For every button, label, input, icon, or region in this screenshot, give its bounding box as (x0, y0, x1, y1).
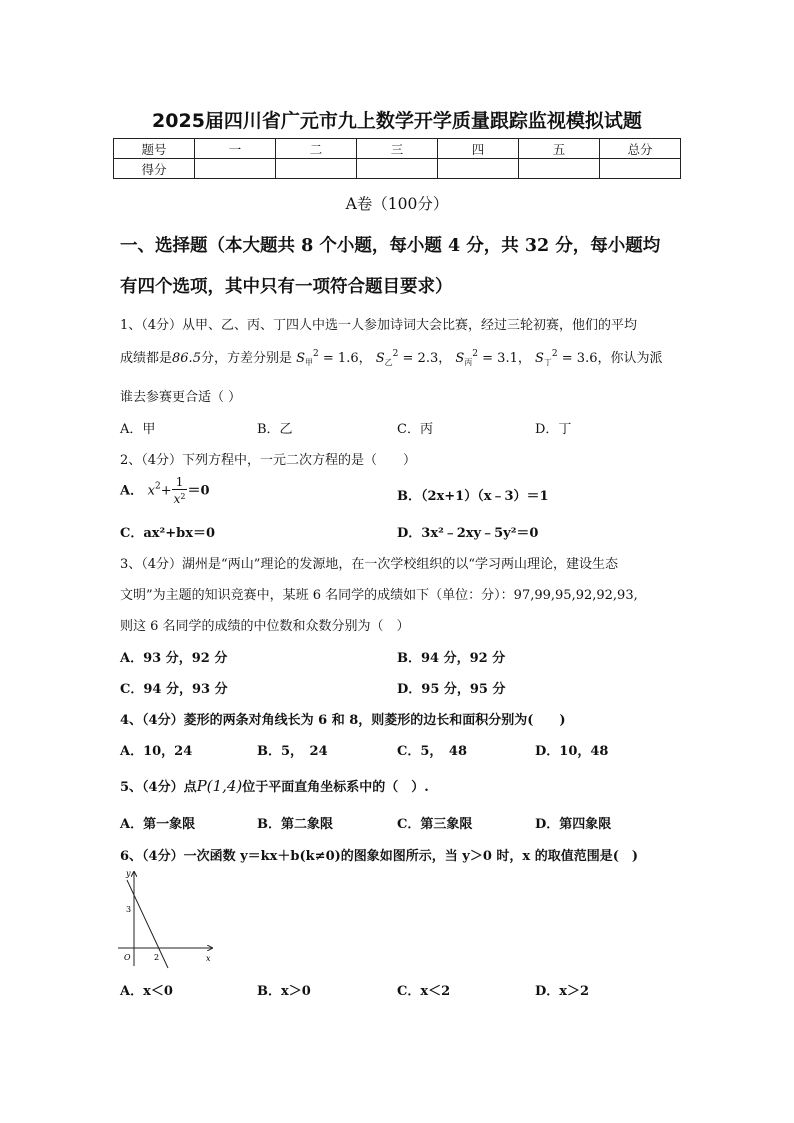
q3-line3: 则这 6 名同学的成绩的中位数和众数分别为（ ） (120, 619, 410, 634)
q1-option-c[interactable]: C．丙 (397, 422, 433, 437)
q1-option-a[interactable]: A．甲 (120, 422, 156, 437)
header-cell: 四 (438, 139, 519, 159)
q1-s-bing-val: = 3.1 (482, 351, 518, 366)
q1-line1: 1、（4分）从甲、乙、丙、丁四人中选一人参加诗词大会比赛，经过三轮初赛，他们的平均 (120, 318, 638, 333)
score-cell[interactable] (357, 159, 438, 179)
part1-heading-line1: 一、选择题（本大题共 8 个小题，每小题 4 分，共 32 分，每小题均 (120, 236, 661, 256)
q2-option-a[interactable]: A． $x^2+$ $\frac{1}{x^2}$ ＝0 (120, 475, 210, 506)
score-cell[interactable] (276, 159, 357, 179)
score-table-header-row (114, 139, 681, 159)
x-axis-label: x (206, 954, 211, 963)
q2-stem: 2、（4分）下列方程中，一元二次方程的是（ ） (120, 453, 417, 468)
header-cell: 题号 (114, 139, 195, 159)
q3-line2: 文明”为主题的知识竞赛中，某班 6 名同学的成绩如下（单位：分）：97,99,95,92,92,93, (120, 588, 638, 603)
q1-s-bing-sub: 丙 (464, 358, 473, 367)
header-cell: 三 (357, 139, 438, 159)
q4-option-b[interactable]: B．5， 24 (257, 744, 328, 759)
q3-option-a[interactable]: A．93 分，92 分 (120, 651, 228, 666)
score-table-score-row (114, 159, 681, 179)
part1-heading-line2: 有四个选项，其中只有一项符合题目要求） (120, 277, 453, 297)
q1-s-ding-val: = 3.6 (561, 351, 598, 366)
q1-line3: 谁去参赛更合适（ ） (120, 390, 242, 405)
q6-option-a[interactable]: A．x＜0 (120, 984, 173, 999)
q1-line2: 成绩都是86.5分，方差分别是 $S_甲^2 = 1.6$， $S_乙^2 = 2.3$， $S_丙^2 = 3.1$， $S_丁^2 = 3.6$，你认为派 (120, 349, 663, 367)
section-a-heading: A卷（100分） (345, 195, 449, 213)
score-cell[interactable] (438, 159, 519, 179)
q1-s-ding-sub: 丁 (543, 358, 552, 367)
q6-option-b[interactable]: B．x＞0 (257, 984, 311, 999)
q5-option-a[interactable]: A．第一象限 (120, 817, 196, 832)
y-intercept-label: 3 (126, 905, 132, 914)
q1-s-jia-val: = 1.6 (322, 351, 359, 366)
q1-mean: 86.5 (172, 351, 201, 366)
q6-option-d[interactable]: D．x＞2 (535, 984, 590, 999)
score-row-label: 得分 (114, 159, 195, 179)
q5-stem (120, 776, 429, 795)
q1-s-yi-val: = 2.3 (402, 351, 439, 366)
header-cell: 二 (276, 139, 357, 159)
q1-option-b[interactable]: B．乙 (257, 422, 293, 437)
q6-stem: 6、（4分）一次函数 y＝kx＋b(k≠0)的图象如图所示，当 y＞0 时，x 的取值范围是( ) (120, 849, 638, 864)
q2-option-c[interactable]: C．ax²+bx＝0 (120, 526, 215, 541)
x-intercept-label: 2 (154, 953, 160, 962)
q5-option-d[interactable]: D．第四象限 (535, 817, 612, 832)
q2-option-a-tail: ＝0 (187, 483, 210, 499)
score-cell[interactable] (195, 159, 276, 179)
q1-option-d[interactable]: D．丁 (535, 422, 572, 437)
q5-stem-a: 5、（4分）点 (120, 780, 197, 795)
q3-option-b[interactable]: B．94 分，92 分 (397, 651, 506, 666)
q1-text-c: 分，方差分别是 (200, 351, 292, 366)
q5-point: P(1,4) (196, 777, 243, 795)
function-line (127, 880, 168, 968)
q3-option-d[interactable]: D．95 分，95 分 (397, 682, 506, 697)
q1-text-d: ，你认为派 (597, 351, 663, 366)
q2-option-a-label: A． (120, 483, 144, 499)
q6-function-graph (114, 866, 218, 970)
page-title: 2025届四川省广元市九上数学开学质量跟踪监视模拟试题 (152, 110, 642, 132)
q4-option-c[interactable]: C．5， 48 (397, 744, 467, 759)
y-axis-label: y (126, 869, 131, 878)
q2-option-b[interactable]: B．（2x+1）（x﹣3）＝1 (397, 489, 549, 504)
q4-option-d[interactable]: D．10，48 (535, 744, 609, 759)
header-cell: 五 (519, 139, 600, 159)
q3-option-c[interactable]: C．94 分，93 分 (120, 682, 228, 697)
q5-stem-b: 位于平面直角坐标系中的（ ）. (242, 780, 429, 795)
score-cell[interactable] (600, 159, 681, 179)
score-cell[interactable] (519, 159, 600, 179)
q1-text-a: 成绩都是 (120, 351, 173, 366)
header-cell: 总分 (600, 139, 681, 159)
q1-s-jia-sub: 甲 (305, 358, 314, 367)
q1-s-yi-sub: 乙 (384, 358, 393, 367)
q5-option-b[interactable]: B．第二象限 (257, 817, 333, 832)
q2-option-d[interactable]: D．3x²﹣2xy﹣5y²＝0 (397, 526, 539, 541)
score-table (113, 138, 681, 179)
header-cell: 一 (195, 139, 276, 159)
q4-stem: 4、（4分）菱形的两条对角线长为 6 和 8，则菱形的边长和面积分别为( ) (120, 713, 566, 728)
q6-option-c[interactable]: C．x＜2 (397, 984, 451, 999)
q5-option-c[interactable]: C．第三象限 (397, 817, 473, 832)
q4-option-a[interactable]: A．10，24 (120, 744, 193, 759)
q3-line1: 3、（4分）湖州是“两山”理论的发源地，在一次学校组织的以“学习两山理论，建设生态 (120, 557, 618, 572)
origin-label: O (124, 953, 131, 962)
